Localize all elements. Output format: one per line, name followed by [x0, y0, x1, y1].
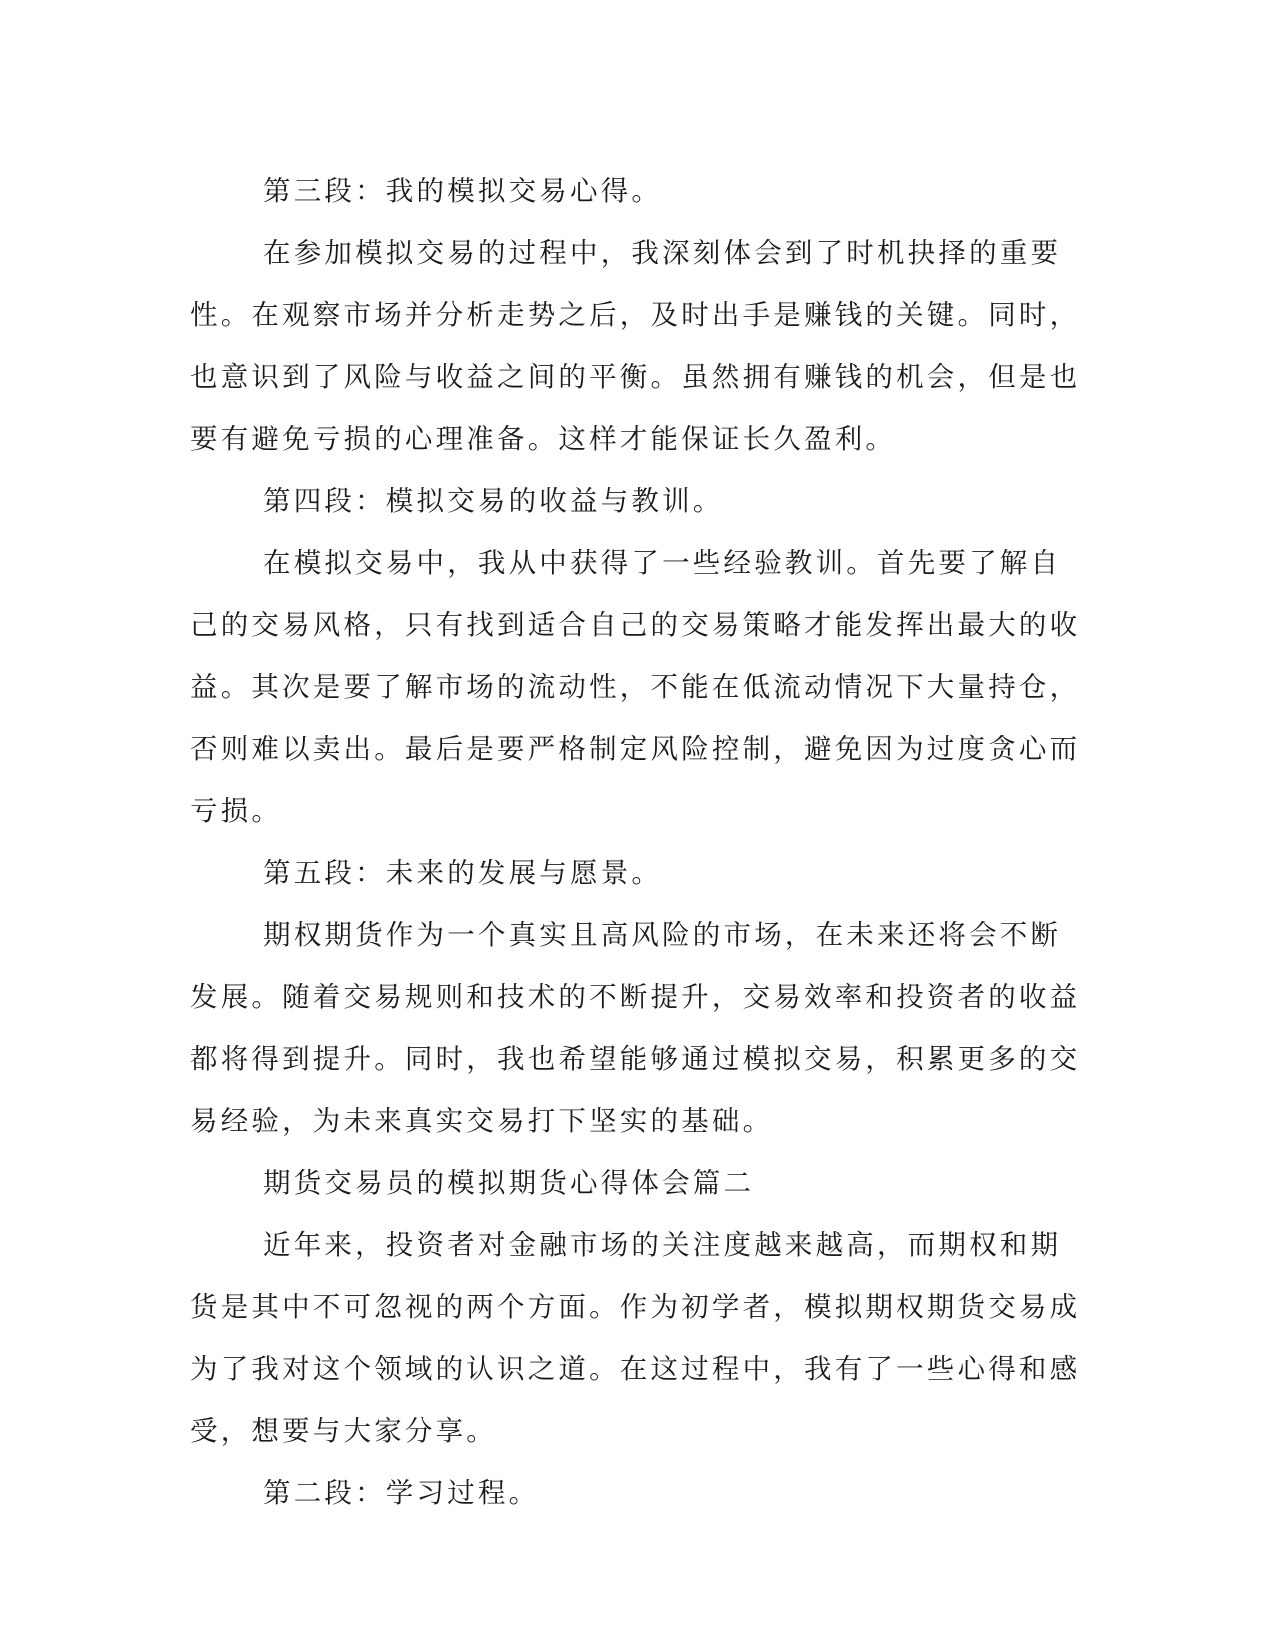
body-paragraph: 近年来，投资者对金融市场的关注度越来越高，而期权和期货是其中不可忽视的两个方面。作为初学者，模拟期权期货交易成为了我对这个领域的认识之道。在这过程中，我有了一些心得和感受，想要与大家分享。: [190, 1229, 1081, 1447]
document-body: [190, 160, 1090, 1524]
section-heading: 第四段：模拟交易的收益与教训。: [263, 485, 724, 517]
section-heading: 第二段：学习过程。: [263, 1477, 540, 1509]
section-heading: 第三段：我的模拟交易心得。: [263, 175, 663, 207]
body-paragraph: 期权期货作为一个真实且高风险的市场，在未来还将会不断发展。随着交易规则和技术的不断提升，交易效率和投资者的收益都将得到提升。同时，我也希望能够通过模拟交易，积累更多的交易经验，为未来真实交易打下坚实的基础。: [190, 919, 1081, 1137]
body-paragraph: 在模拟交易中，我从中获得了一些经验教训。首先要了解自己的交易风格，只有找到适合自己的交易策略才能发挥出最大的收益。其次是要了解市场的流动性，不能在低流动情况下大量持仓，否则难以卖出。最后是要严格制定风险控制，避免因为过度贪心而亏损。: [190, 547, 1081, 827]
section-heading: 第五段：未来的发展与愿景。: [263, 857, 663, 889]
article-title: 期货交易员的模拟期货心得体会篇二: [263, 1167, 755, 1199]
body-paragraph: 在参加模拟交易的过程中，我深刻体会到了时机抉择的重要性。在观察市场并分析走势之后，及时出手是赚钱的关键。同时，也意识到了风险与收益之间的平衡。虽然拥有赚钱的机会，但是也要有避免亏损的心理准备。这样才能保证长久盈利。: [190, 237, 1081, 455]
